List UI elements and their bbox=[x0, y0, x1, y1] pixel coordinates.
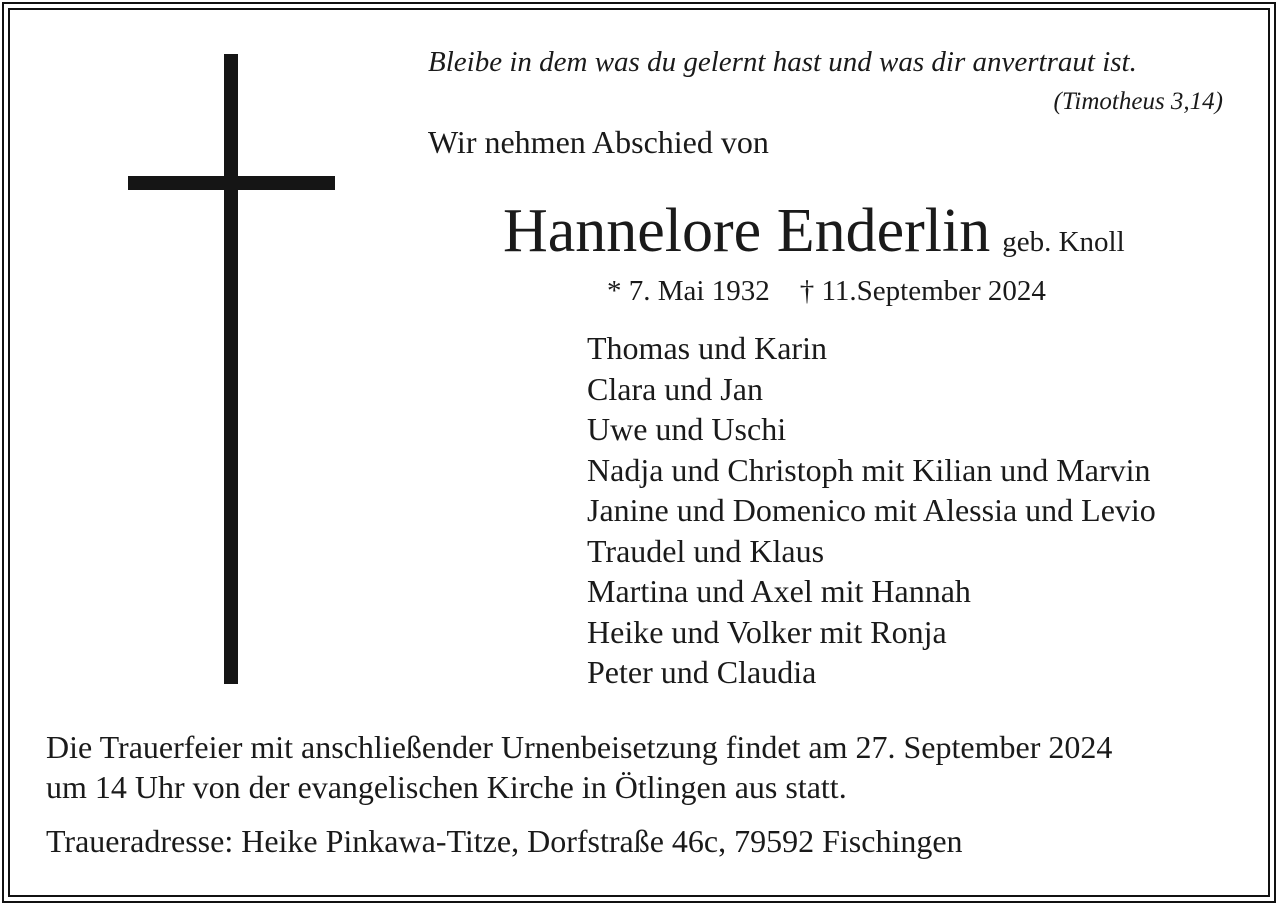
birth-date: * 7. Mai 1932 bbox=[607, 275, 770, 307]
mourner-entry: Heike und Volker mit Ronja bbox=[587, 613, 947, 650]
bible-verse-source: (Timotheus 3,14) bbox=[1053, 88, 1223, 115]
mourner-entry: Traudel und Klaus bbox=[587, 532, 825, 569]
ceremony-notice bbox=[46, 727, 1112, 807]
mourner-entry: Uwe und Uschi bbox=[587, 411, 787, 447]
mourner-entry: Martina und Axel mit Hannah bbox=[587, 573, 971, 609]
farewell-intro: Wir nehmen Abschied von bbox=[428, 124, 769, 160]
deceased-name-line bbox=[503, 196, 1125, 267]
ceremony-line-1: Die Trauerfeier mit anschließender Urnenbeisetzung findet am 27. September 2024 bbox=[46, 729, 1113, 765]
mourner-entry: Janine und Domenico mit Alessia und Levio bbox=[587, 492, 1156, 528]
cross-horizontal-bar bbox=[128, 176, 335, 190]
mourner-entry: Nadja und Christoph mit Kilian und Marvin bbox=[587, 451, 1151, 488]
ceremony-line-2: um 14 Uhr von der evangelischen Kirche in Ötlingen aus statt. bbox=[46, 769, 847, 805]
cross-vertical-bar bbox=[224, 54, 238, 684]
maiden-name: geb. Knoll bbox=[1002, 226, 1125, 258]
mourning-address: Traueradresse: Heike Pinkawa-Titze, Dorfstraße 46c, 79592 Fischingen bbox=[46, 823, 963, 859]
deceased-name: Hannelore Enderlin bbox=[503, 197, 991, 265]
bible-verse: Bleibe in dem was du gelernt hast und was dir anvertraut ist. bbox=[428, 46, 1137, 78]
life-dates bbox=[607, 275, 1046, 308]
mourner-entry: Clara und Jan bbox=[587, 370, 763, 407]
mourner-entry: Thomas und Karin bbox=[587, 330, 827, 366]
mourners-list bbox=[587, 328, 1156, 693]
death-date: † 11.September 2024 bbox=[799, 275, 1046, 307]
mourner-entry: Peter und Claudia bbox=[587, 654, 817, 690]
